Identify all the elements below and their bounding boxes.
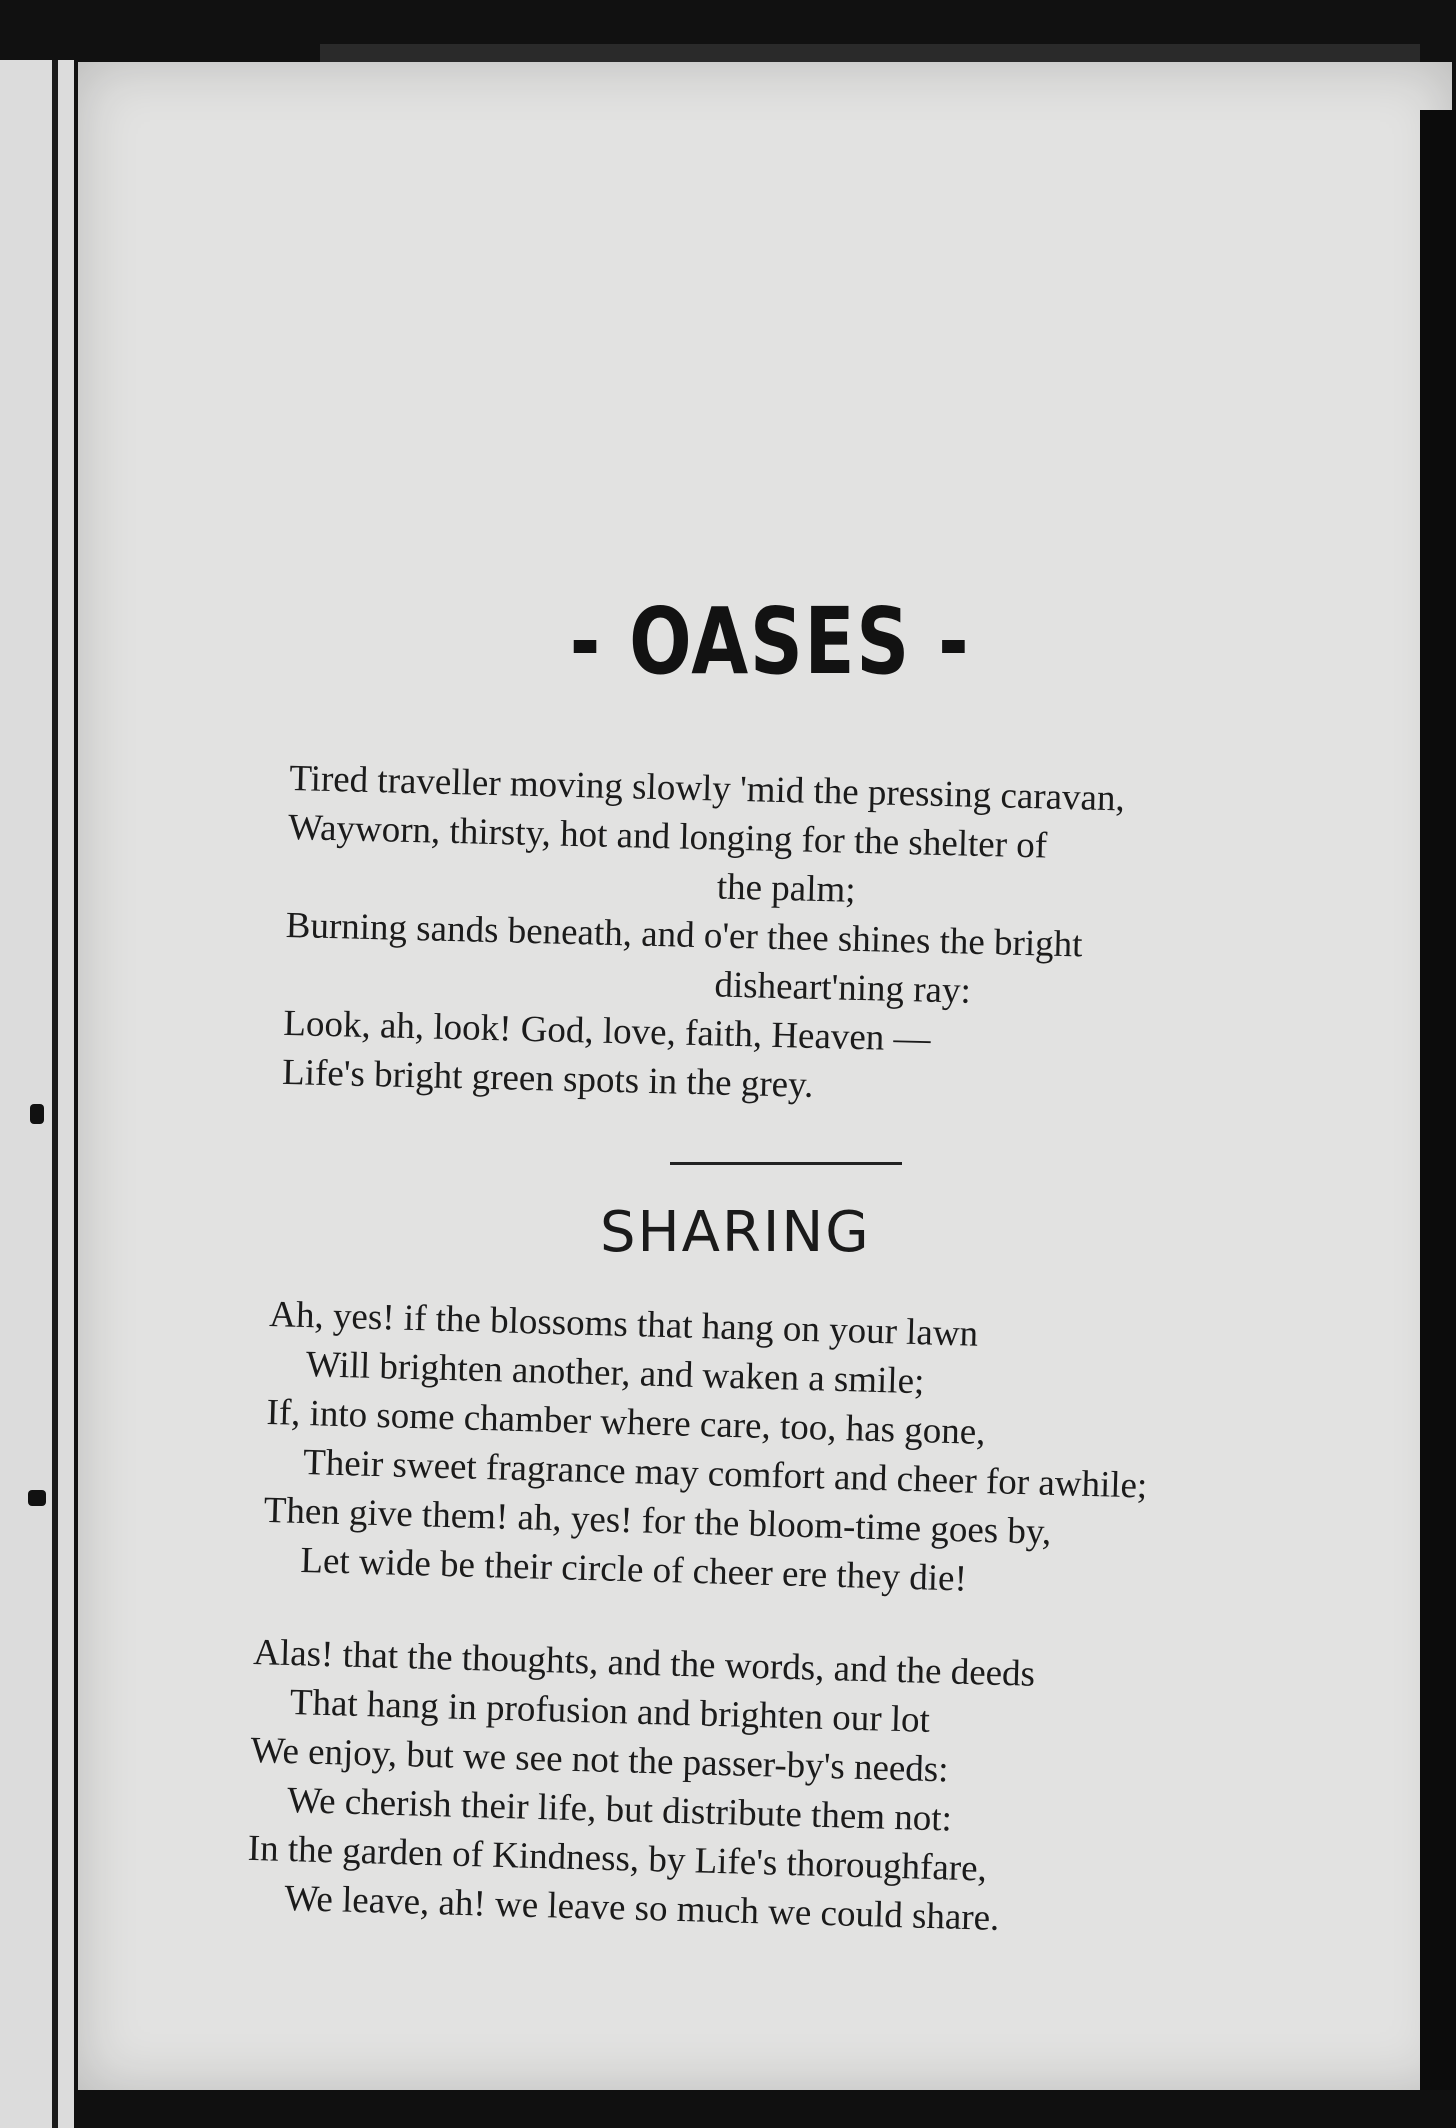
adjacent-page-edge [0,60,74,2128]
poem-line: Wayworn, thirsty, hot and longing for the shelter of [287,806,1048,867]
poem-line: That hang in profusion and brighten our lot [289,1682,931,1741]
poem-line: Let wide be their circle of cheer ere they die! [299,1539,968,1600]
poem-line: Will brighten another, and waken a smile; [305,1344,925,1403]
binding-staple [28,1490,46,1506]
poem-line: If, into some chamber where care, too, has gone, [266,1391,987,1454]
poem-line: Burning sands beneath, and o'er thee shines the bright [285,904,1083,966]
poem-sharing-stanza-1 [262,1290,1152,1609]
scan-right-edge [1420,110,1456,2128]
poem-line: We leave, ah! we leave so much we could share. [283,1877,1000,1939]
poem-line: Their sweet fragrance may comfort and cheer for awhile; [302,1442,1148,1507]
poem-oases [282,754,1126,1117]
scan-bottom-edge [74,2090,1456,2128]
poem-sharing-stanza-2 [246,1628,1036,1944]
section-divider [670,1162,902,1165]
poem-line: Tired traveller moving slowly 'mid the pressing caravan, [288,757,1126,820]
poem-line: Ah, yes! if the blossoms that hang on your lawn [268,1293,979,1355]
poem-title-oases: - OASES - [569,588,971,695]
poem-line: In the garden of Kindness, by Life's thoroughfare, [247,1827,988,1890]
poem-line: Life's bright green spots in the grey. [281,1051,814,1106]
binding-staple [30,1104,44,1124]
poem-line: We cherish their life, but distribute them not: [286,1780,953,1840]
poem-line: We enjoy, but we see not the passer-by's needs: [250,1729,950,1791]
poem-line: Alas! that the thoughts, and the words, and the deeds [252,1631,1036,1695]
book-gutter [52,60,58,2128]
poem-title-sharing: SHARING [600,1200,871,1265]
poem-line: the palm; [716,866,857,911]
poem-line: disheart'ning ray: [713,964,972,1012]
poem-line: Look, ah, look! God, love, faith, Heaven — [282,1002,932,1060]
poem-line: Then give them! ah, yes! for the bloom-time goes by, [263,1489,1052,1553]
